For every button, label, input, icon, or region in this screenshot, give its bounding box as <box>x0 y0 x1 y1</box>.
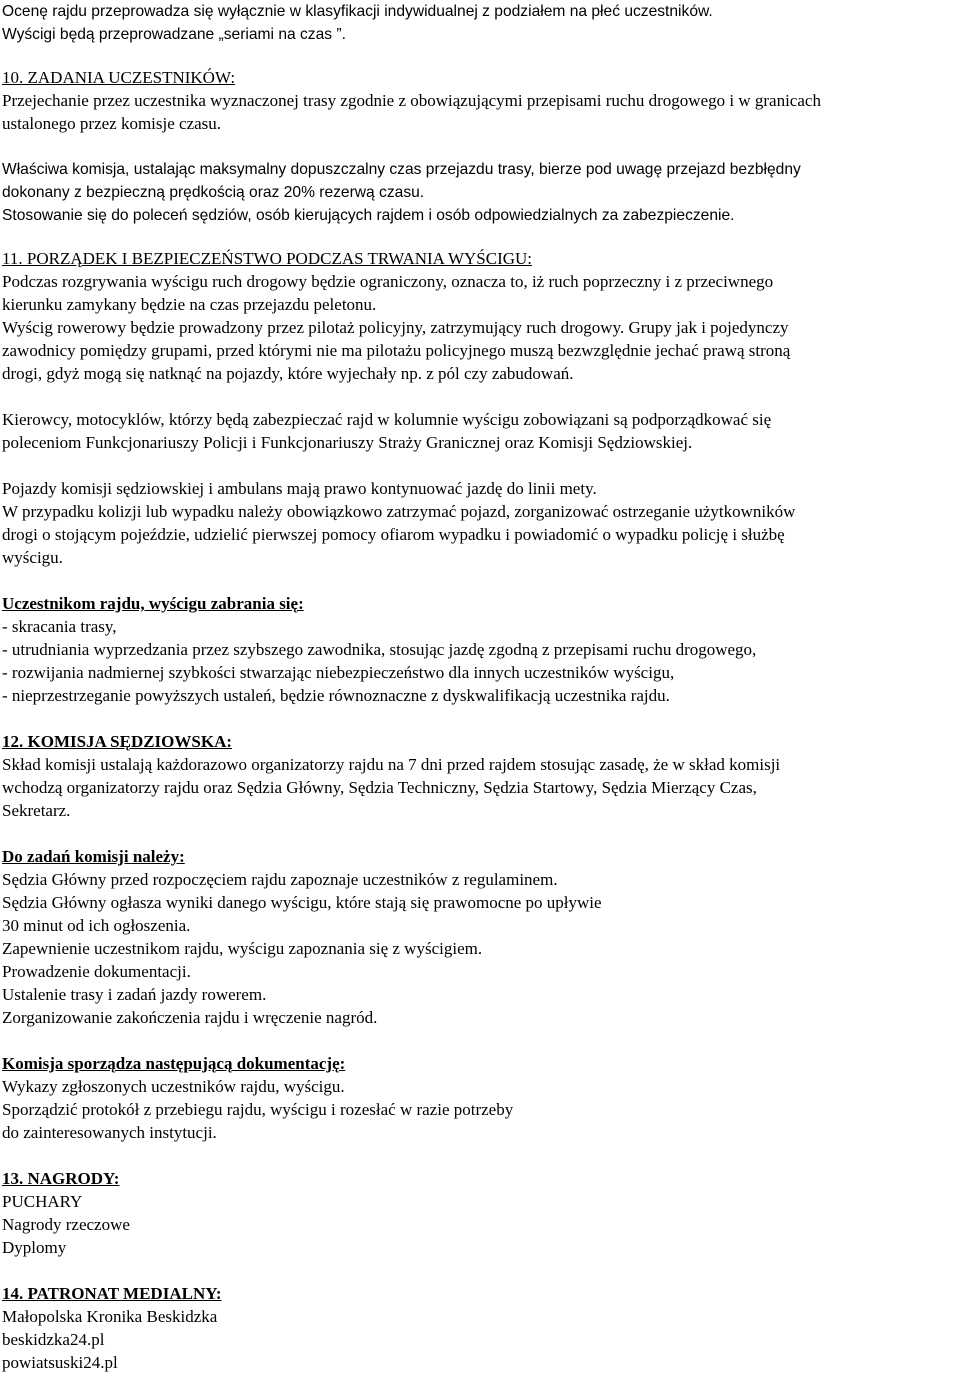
list-item: powiatsuski24.pl <box>2 1353 118 1372</box>
section-11 <box>2 247 958 707</box>
list-item: Małopolska Kronika Beskidzka <box>2 1307 218 1326</box>
text-line: Stosowanie się do poleceń sędziów, osób kierujących rajdem i osób odpowiedzialnych za zabezpieczenie. <box>2 207 735 224</box>
text-line: Pojazdy komisji sędziowskiej i ambulans mają prawo kontynuować jazdę do linii mety. <box>2 479 597 498</box>
text-line: Sekretarz. <box>2 801 71 820</box>
list-item: - utrudniania wyprzedzania przez szybszego zawodnika, stosując jazdę zgodną z przepisami ruchu drogowego, <box>2 640 757 659</box>
text-line: Przejechanie przez uczestnika wyznaczonej trasy zgodnie z obowiązującymi przepisami ruchu drogowego i w granicach <box>2 91 821 110</box>
section-heading: 13. NAGRODY: <box>2 1169 120 1188</box>
section-heading: 11. PORZĄDEK I BEZPIECZEŃSTWO PODCZAS TRWANIA WYŚCIGU: <box>2 249 533 268</box>
text-line: Ocenę rajdu przeprowadza się wyłącznie w klasyfikacji indywidualnej z podziałem na płeć uczestników. <box>2 3 713 20</box>
list-item: PUCHARY <box>2 1192 83 1211</box>
text-line: poleceniom Funkcjonariuszy Policji i Funkcjonariuszy Straży Granicznej oraz Komisji Sędziowskiej. <box>2 433 693 452</box>
section-10 <box>2 66 958 227</box>
text-line: Wyścig rowerowy będzie prowadzony przez pilotaż policyjny, zatrzymujący ruch drogowy. Grupy jak i pojedynczy <box>2 318 789 337</box>
section-heading: 14. PATRONAT MEDIALNY: <box>2 1284 222 1303</box>
list-item: - rozwijania nadmiernej szybkości stwarzając niebezpieczeństwo dla innych uczestników wyścigu, <box>2 663 675 682</box>
text-line: kierunku zamykany będzie na czas przejazdu peletonu. <box>2 295 377 314</box>
text-line: ustalonego przez komisje czasu. <box>2 114 222 133</box>
list-item: Zapewnienie uczestnikom rajdu, wyścigu zapoznania się z wyścigiem. <box>2 939 483 958</box>
text-line: wyścigu. <box>2 548 63 567</box>
list-item: Sędzia Główny ogłasza wyniki danego wyścigu, które stają się prawomocne po upływie <box>2 893 602 912</box>
list-item: Sędzia Główny przed rozpoczęciem rajdu zapoznaje uczestników z regulaminem. <box>2 870 558 889</box>
list-item: Prowadzenie dokumentacji. <box>2 962 191 981</box>
text-line: dokonany z bezpieczną prędkością oraz 20% rezerwą czasu. <box>2 184 425 201</box>
section-heading: 12. KOMISJA SĘDZIOWSKA: <box>2 732 233 751</box>
section-14 <box>2 1282 958 1374</box>
list-item: Ustalenie trasy i zadań jazdy rowerem. <box>2 985 267 1004</box>
subheading: Do zadań komisji należy: <box>2 847 185 866</box>
text-line: Wyścigi będą przeprowadzane „seriami na czas ”. <box>2 26 346 43</box>
list-item: - nieprzestrzeganie powyższych ustaleń, będzie równoznaczne z dyskwalifikacją uczestnika rajdu. <box>2 686 670 705</box>
text-line: zawodnicy pomiędzy grupami, przed którymi nie ma pilotażu policyjnego muszą bezwzględnie jechać prawą stroną <box>2 341 791 360</box>
list-item: do zainteresowanych instytucji. <box>2 1123 217 1142</box>
section-heading: 10. ZADANIA UCZESTNIKÓW: <box>2 68 236 87</box>
list-item: Nagrody rzeczowe <box>2 1215 130 1234</box>
section-13 <box>2 1167 958 1259</box>
subheading: Komisja sporządza następującą dokumentację: <box>2 1054 346 1073</box>
text-line: Kierowcy, motocyklów, którzy będą zabezpieczać rajd w kolumnie wyścigu zobowiązani są podporządkować się <box>2 410 772 429</box>
text-line: drogi, gdyż mogą się natknąć na pojazdy, które wyjechały np. z pól czy zabudowań. <box>2 364 574 383</box>
list-item: Wykazy zgłoszonych uczestników rajdu, wyścigu. <box>2 1077 345 1096</box>
text-line: W przypadku kolizji lub wypadku należy obowiązkowo zatrzymać pojazd, zorganizować ostrzeganie użytkowników <box>2 502 796 521</box>
list-item: beskidzka24.pl <box>2 1330 105 1349</box>
text-line: Skład komisji ustalają każdorazowo organizatorzy rajdu na 7 dni przed rajdem stosując zasadę, że w skład komisji <box>2 755 781 774</box>
text-line: Właściwa komisja, ustalając maksymalny dopuszczalny czas przejazdu trasy, bierze pod uwagę przejazd bezbłędny <box>2 161 801 178</box>
intro-block <box>2 0 958 46</box>
subheading: Uczestnikom rajdu, wyścigu zabrania się: <box>2 594 304 613</box>
text-line: drogi o stojącym pojeździe, udzielić pierwszej pomocy ofiarom wypadku i powiadomić o wypadku policję i służbę <box>2 525 785 544</box>
list-item: Sporządzić protokół z przebiegu rajdu, wyścigu i rozesłać w razie potrzeby <box>2 1100 514 1119</box>
text-line: wchodzą organizatorzy rajdu oraz Sędzia Główny, Sędzia Techniczny, Sędzia Startowy, Sędzia Mierzący Czas, <box>2 778 757 797</box>
list-item: - skracania trasy, <box>2 617 117 636</box>
list-item: 30 minut od ich ogłoszenia. <box>2 916 191 935</box>
text-line: Podczas rozgrywania wyścigu ruch drogowy będzie ograniczony, oznacza to, iż ruch poprzeczny i z przeciwnego <box>2 272 774 291</box>
list-item: Dyplomy <box>2 1238 67 1257</box>
section-12 <box>2 730 958 1144</box>
list-item: Zorganizowanie zakończenia rajdu i wręczenie nagród. <box>2 1008 378 1027</box>
